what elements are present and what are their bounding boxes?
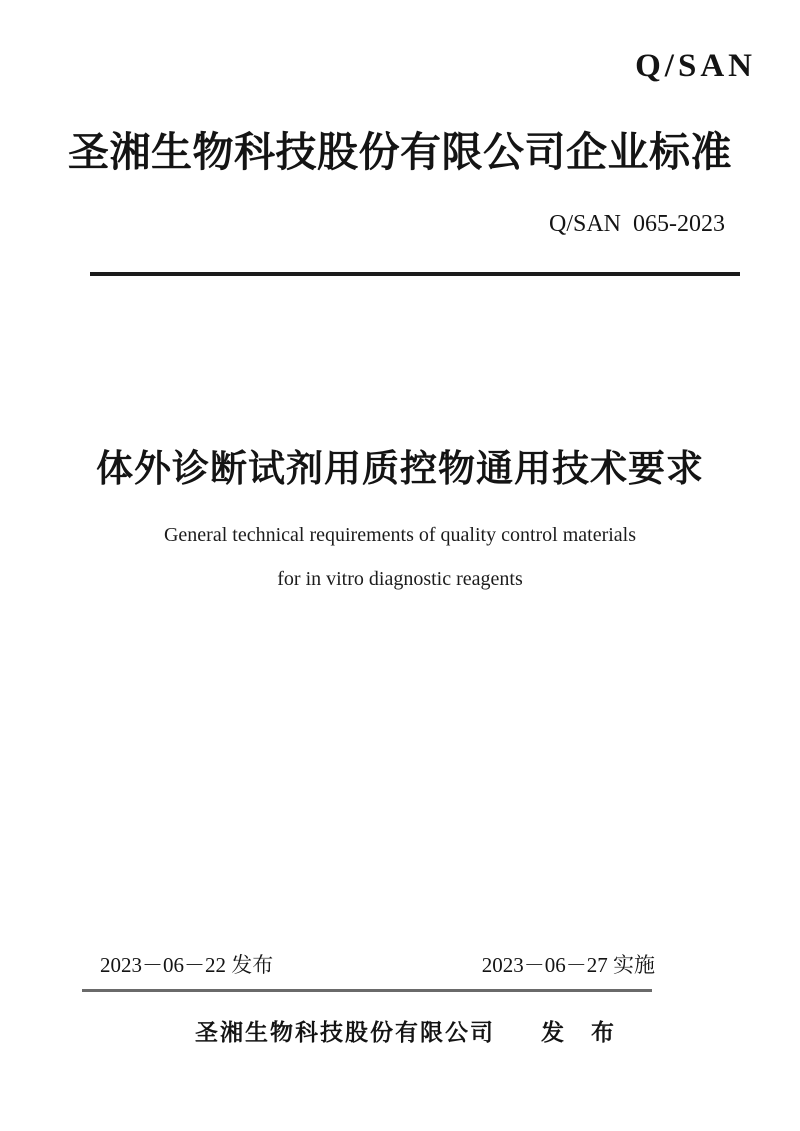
document-title-english-line2: for in vitro diagnostic reagents <box>277 568 523 590</box>
issue-date: 2023－06－22 发布 <box>100 953 274 977</box>
company-standard-heading: 圣湘生物科技股份有限公司企业标准 <box>68 129 732 175</box>
implementation-date: 2023－06－27 实施 <box>481 953 655 977</box>
document-title: 体外诊断试剂用质控物通用技术要求 <box>96 448 704 489</box>
publisher-row <box>195 1019 616 1047</box>
standard-number: Q/SAN 065-2023 <box>548 211 725 237</box>
publish-label: 发 布 <box>541 1019 616 1045</box>
publisher-name: 圣湘生物科技股份有限公司 <box>195 1019 495 1045</box>
org-logo: Q/SAN <box>635 48 756 84</box>
bottom-divider <box>82 989 652 992</box>
top-divider <box>90 272 740 276</box>
document-title-english-line1: General technical requirements of quality control materials <box>163 524 637 546</box>
